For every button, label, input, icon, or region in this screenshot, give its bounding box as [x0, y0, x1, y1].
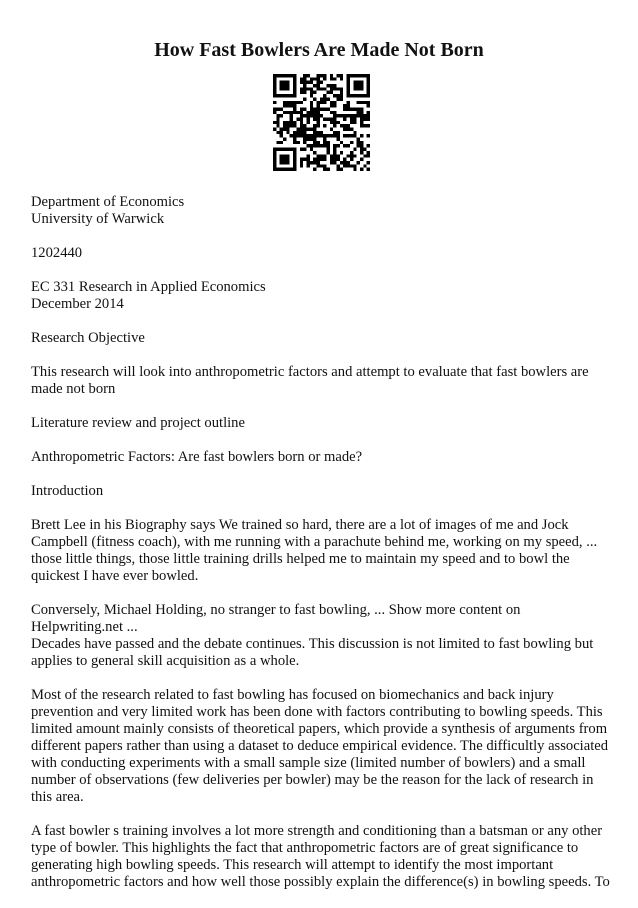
- university-line: University of Warwick: [31, 211, 165, 227]
- anthropometric-heading: Anthropometric Factors: Are fast bowlers born or made?: [31, 449, 363, 465]
- date-line: December 2014: [31, 296, 124, 312]
- lit-review-heading: Literature review and project outline: [31, 415, 245, 431]
- decades-paragraph: Decades have passed and the debate continues. This discussion is not limited to fast bowling but applies to general skill acquisition as a whole.: [31, 636, 594, 669]
- objective-paragraph: This research will look into anthropometric factors and attempt to evaluate that fast bowlers are made not born: [31, 364, 589, 397]
- student-id: 1202440: [31, 245, 83, 261]
- most-research-paragraph: Most of the research related to fast bowling has focused on biomechanics and back injury prevention and very limited work has been done with factors contributing to bowling speeds. This limited amount mainly consists of theoretical papers, which provide a synthesis of arguments from different papers rather than using a dataset to deduce empirical evidence. The difficultly associated with conducting experiments with a small sample size (limited number of bowlers) and a small number of observations (few deliveries per bowler) may be the reason for the lack of research in this area.: [31, 687, 609, 805]
- training-paragraph: A fast bowler s training involves a lot more strength and conditioning than a batsman or any other type of bowler. This highlights the fact that anthropometric factors are of great significance to generating high bowling speeds. This research will attempt to identify the most important anthropometric factors and how well those possibly explain the difference(s) in bowling speeds. To: [31, 823, 610, 890]
- course-line: EC 331 Research in Applied Economics: [31, 279, 266, 295]
- document-body: [31, 194, 611, 908]
- holding-paragraph: Conversely, Michael Holding, no stranger to fast bowling, ... Show more content on Helpwriting.net ...: [31, 602, 521, 635]
- brett-lee-paragraph: Brett Lee in his Biography says We trained so hard, there are a lot of images of me and Jock Campbell (fitness coach), with me running with a parachute behind me, working on my speed, ... those little things, those little training drills helped me to maintain my speed and to bowl the quickest I have ever bowled.: [31, 517, 598, 584]
- department-line: Department of Economics: [31, 194, 185, 210]
- document-title: How Fast Bowlers Are Made Not Born: [154, 39, 484, 61]
- introduction-heading: Introduction: [31, 483, 104, 499]
- qr-code-icon: [273, 74, 370, 171]
- research-objective-heading: Research Objective: [31, 330, 145, 346]
